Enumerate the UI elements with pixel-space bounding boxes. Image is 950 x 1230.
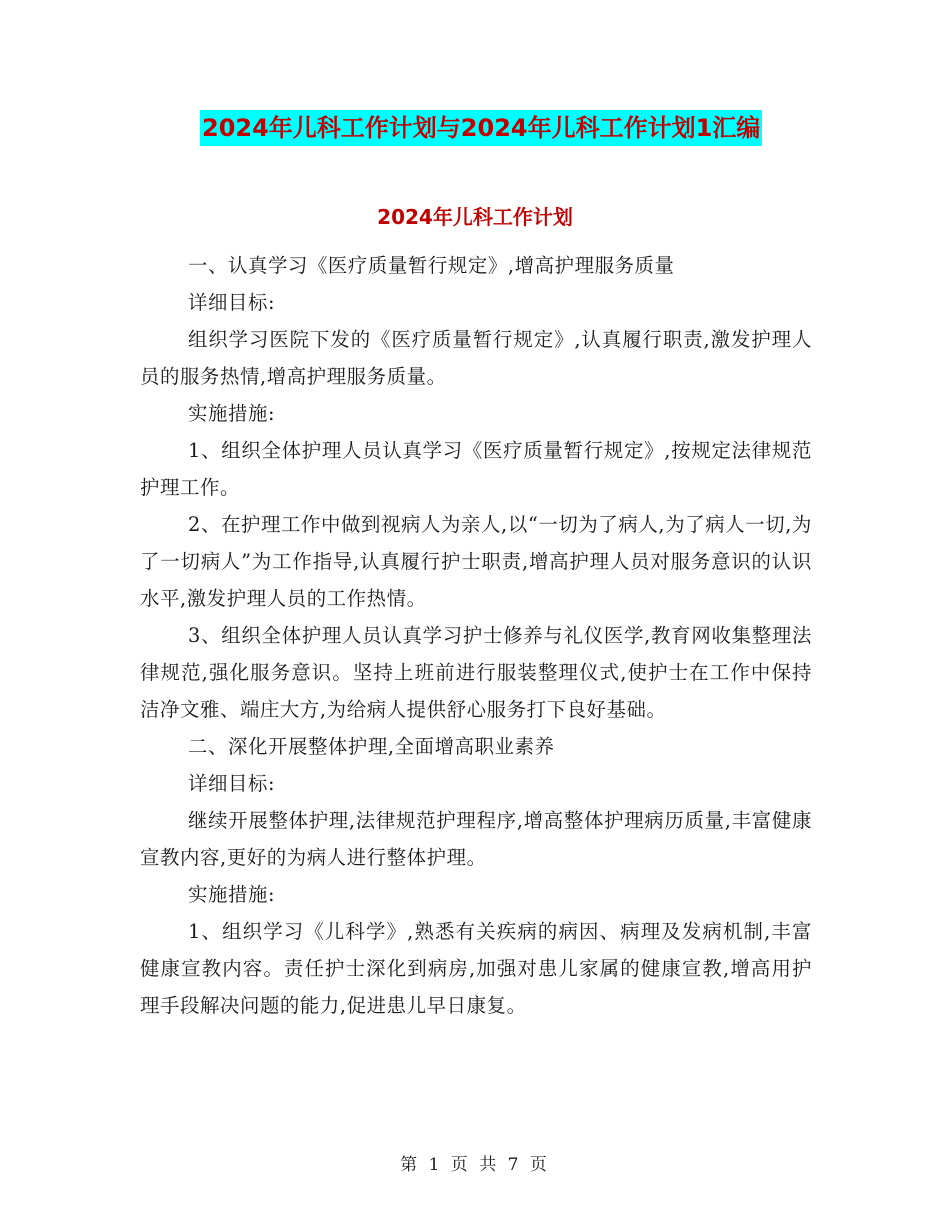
document-body	[140, 247, 812, 1024]
document-title: 2024年儿科工作计划与2024年儿科工作计划1汇编	[200, 110, 762, 146]
paragraph: 详细目标:	[188, 772, 276, 795]
paragraph: 继续开展整体护理,法律规范护理程序,增高整体护理病历质量,丰富健康宣教内容,更好的为病人进行整体护理。	[140, 809, 812, 869]
paragraph: 2、在护理工作中做到视病人为亲人,以“一切为了病人,为了病人一切,为了一切病人”为工作指导,认真履行护士职责,增高护理人员对服务意识的认识水平,激发护理人员的工作热情。	[140, 513, 812, 610]
page-number-footer: 第 1 页 共 7 页	[400, 1155, 550, 1175]
paragraph: 1、组织学习《儿科学》,熟悉有关疾病的病因、病理及发病机制,丰富健康宣教内容。责任护士深化到病房,加强对患儿家属的健康宣教,增高用护理手段解决问题的能力,促进患儿早日康复。	[140, 920, 812, 1017]
section-title: 2024年儿科工作计划	[377, 205, 573, 229]
paragraph: 3、组织全体护理人员认真学习护士修养与礼仪医学,教育网收集整理法律规范,强化服务意识。坚持上班前进行服装整理仪式,使护士在工作中保持洁净文雅、端庄大方,为给病人提供舒心服务打下良好基础。	[140, 624, 812, 721]
paragraph: 实施措施:	[188, 402, 276, 425]
paragraph: 组织学习医院下发的《医疗质量暂行规定》,认真履行职责,激发护理人员的服务热情,增高护理服务质量。	[140, 328, 812, 388]
paragraph: 1、组织全体护理人员认真学习《医疗质量暂行规定》,按规定法律规范护理工作。	[140, 439, 812, 499]
paragraph: 一、认真学习《医疗质量暂行规定》,增高护理服务质量	[188, 254, 675, 277]
paragraph: 实施措施:	[188, 883, 276, 906]
paragraph: 详细目标:	[188, 291, 276, 314]
paragraph: 二、深化开展整体护理,全面增高职业素养	[188, 735, 555, 758]
